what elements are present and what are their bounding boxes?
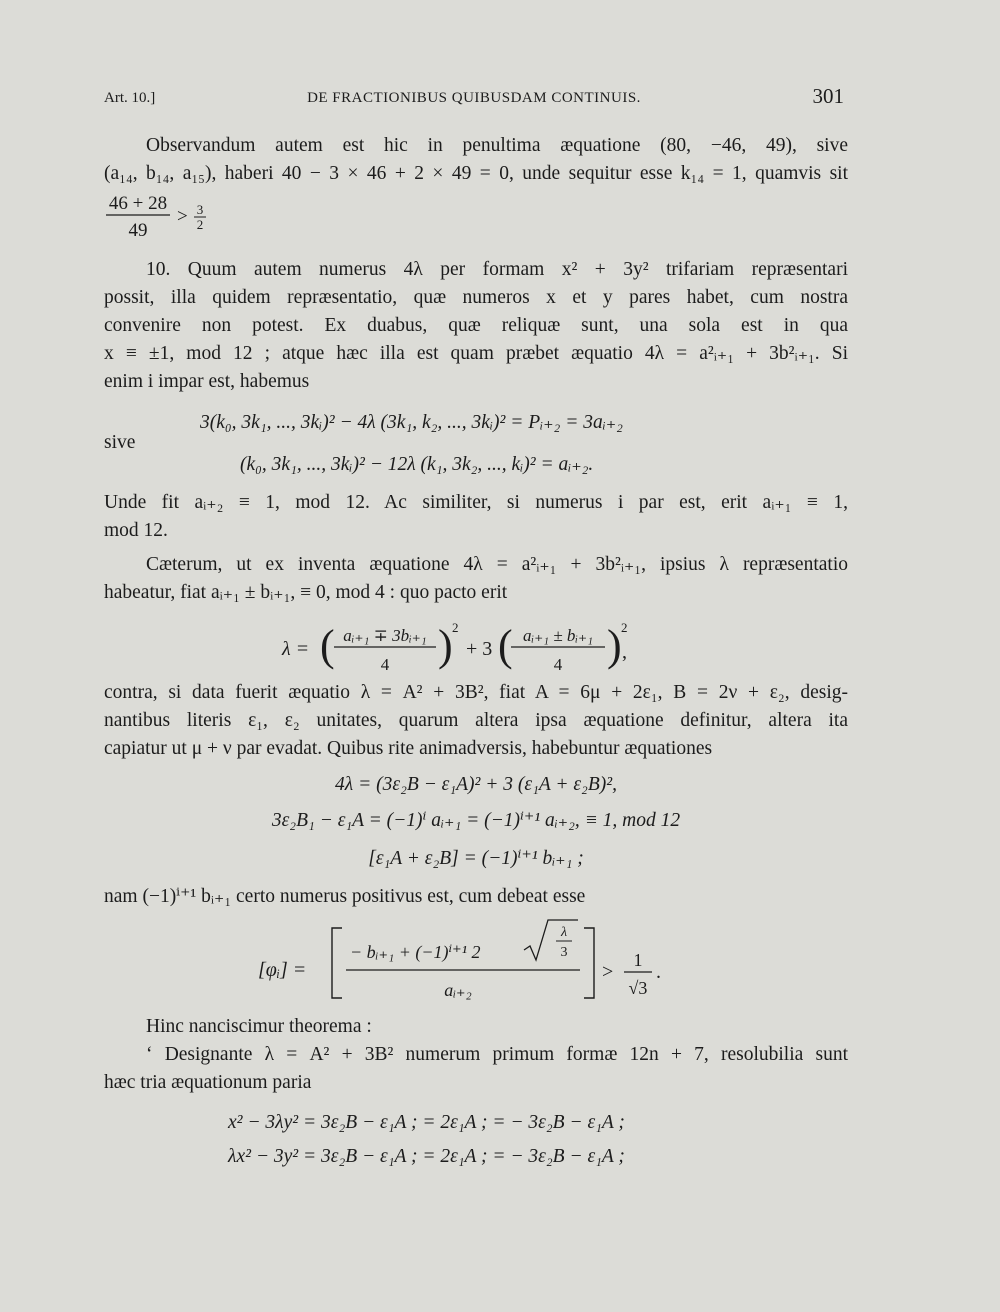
fraction-denominator: 4 [380, 655, 390, 674]
relation-symbol: > [602, 961, 614, 983]
equation: λx² − 3y² = 3ε₂B − ε₁A ; = 2ε₁A ; = − 3ε₂B − ε₁A ; [228, 1146, 625, 1167]
text-line: possit, illa quidem repræsentatio, quæ numeros x et y pares habet, cum nostra [104, 287, 848, 308]
text-line: capiatur ut μ + ν par evadat. Quibus rite animadversis, habebuntur æquationes [104, 738, 713, 759]
equation-operator: + 3 [466, 638, 493, 660]
fraction-denominator: 4 [553, 655, 563, 674]
page-number: 301 [812, 84, 844, 108]
paren-open: ( [498, 621, 513, 670]
relation-symbol: > [177, 206, 188, 227]
connective-word: sive [104, 432, 136, 453]
text-line: (a₁₄, b₁₄, a₁₅), haberi 40 − 3 × 46 + 2 × 49 = 0, unde sequitur esse k₁₄ = 1, quamvis sit [104, 163, 848, 184]
text-line: nantibus literis ε₁, ε₂ unitates, quarum altera ipsa æquatione definitur, altera ita [104, 710, 848, 731]
sqrt-denominator: 3 [560, 945, 568, 960]
equation-punctuation: . [656, 961, 661, 983]
equation: x² − 3λy² = 3ε₂B − ε₁A ; = 2ε₁A ; = − 3ε₂B − ε₁A ; [228, 1112, 625, 1133]
fraction-numerator: aᵢ₊₁ ± bᵢ₊₁ [523, 626, 593, 645]
text-line: Observandum autem est hic in penultima æquatione (80, −46, 49), sive [146, 135, 848, 156]
phi-inequality [258, 914, 678, 1010]
fraction-numerator: − bᵢ₊₁ + (−1)ⁱ⁺¹ 2 [350, 942, 481, 962]
equation-punctuation: , [622, 641, 627, 663]
bracket-right [584, 928, 594, 998]
text-line: 10. Quum autem numerus 4λ per formam x² + 3y² trifariam repræsentari [146, 259, 848, 280]
lambda-equation [282, 614, 642, 682]
fraction-numerator: 1 [633, 950, 643, 970]
paren-close: ) [438, 621, 453, 670]
paren-open: ( [320, 621, 335, 670]
text-line: convenire non potest. Ex duabus, quæ reliquæ sunt, una sola est in qua [104, 315, 848, 336]
small-fraction-denominator: 2 [196, 217, 204, 232]
text-line: hæc tria æquationum paria [104, 1072, 312, 1093]
running-title: DE FRACTIONIBUS QUIBUSDAM CONTINUIS. [307, 90, 641, 106]
equation-lhs: λ = [282, 638, 310, 660]
text-line: enim i impar est, habemus [104, 371, 310, 392]
fraction-numerator: aᵢ₊₁ ∓ 3bᵢ₊₁ [343, 626, 427, 645]
equation: 3ε₂B₁ − ε₁A = (−1)ⁱ aᵢ₊₁ = (−1)ⁱ⁺¹ aᵢ₊₂, ≡ 1, mod 12 [271, 810, 681, 831]
bracket-left [332, 928, 342, 998]
equation: (k₀, 3k₁, ..., 3kᵢ)² − 12λ (k₁, 3k₂, ..., kᵢ)² = aᵢ₊₂. [240, 454, 594, 475]
exponent: 2 [452, 620, 459, 635]
fraction-denominator: aᵢ₊₂ [444, 980, 472, 1000]
sqrt-icon [524, 920, 578, 960]
text-line: Hinc nanciscimur theorema : [146, 1016, 372, 1037]
equation: 3(k₀, 3k₁, ..., 3kᵢ)² − 4λ (3k₁, k₂, ..., 3kᵢ)² = Pᵢ₊₂ = 3aᵢ₊₂ [200, 412, 623, 433]
running-header [104, 84, 844, 112]
text-line: Cæterum, ut ex inventa æquatione 4λ = a²ᵢ₊₁ + 3b²ᵢ₊₁, ipsius λ repræsentatio [146, 554, 848, 575]
equation: [ε₁A + ε₂B] = (−1)ⁱ⁺¹ bᵢ₊₁ ; [368, 848, 584, 869]
text-line: x ≡ ±1, mod 12 ; atque hæc illa est quam præbet æquatio 4λ = a²ᵢ₊₁ + 3b²ᵢ₊₁. Si [104, 343, 848, 364]
article-reference: Art. 10.] [104, 90, 156, 106]
fraction-inequality [104, 190, 224, 242]
text-line: ‘ Designante λ = A² + 3B² numerum primum formæ 12n + 7, resolubilia sunt [146, 1044, 848, 1065]
equation: 4λ = (3ε₂B − ε₁A)² + 3 (ε₁A + ε₂B)², [335, 774, 617, 795]
fraction-denominator: √3 [628, 978, 648, 998]
text-line: mod 12. [104, 520, 168, 541]
text-line: nam (−1)ⁱ⁺¹ bᵢ₊₁ certo numerus positivus est, cum debeat esse [104, 886, 586, 907]
small-fraction-numerator: 3 [196, 202, 204, 217]
paren-close: ) [607, 621, 622, 670]
equation-lhs: [φᵢ] = [258, 959, 307, 981]
fraction-numerator: 46 + 28 [108, 193, 168, 214]
fraction-denominator: 49 [128, 220, 148, 241]
exponent: 2 [621, 620, 628, 635]
text-line: habeatur, fiat aᵢ₊₁ ± bᵢ₊₁, ≡ 0, mod 4 : quo pacto erit [104, 582, 508, 603]
text-line: Unde fit aᵢ₊₂ ≡ 1, mod 12. Ac similiter, si numerus i par est, erit aᵢ₊₁ ≡ 1, [104, 492, 848, 513]
sqrt-numerator: λ [560, 925, 568, 940]
text-line: contra, si data fuerit æquatio λ = A² + 3B², fiat A = 6μ + 2ε₁, B = 2ν + ε₂, desig- [104, 682, 848, 703]
